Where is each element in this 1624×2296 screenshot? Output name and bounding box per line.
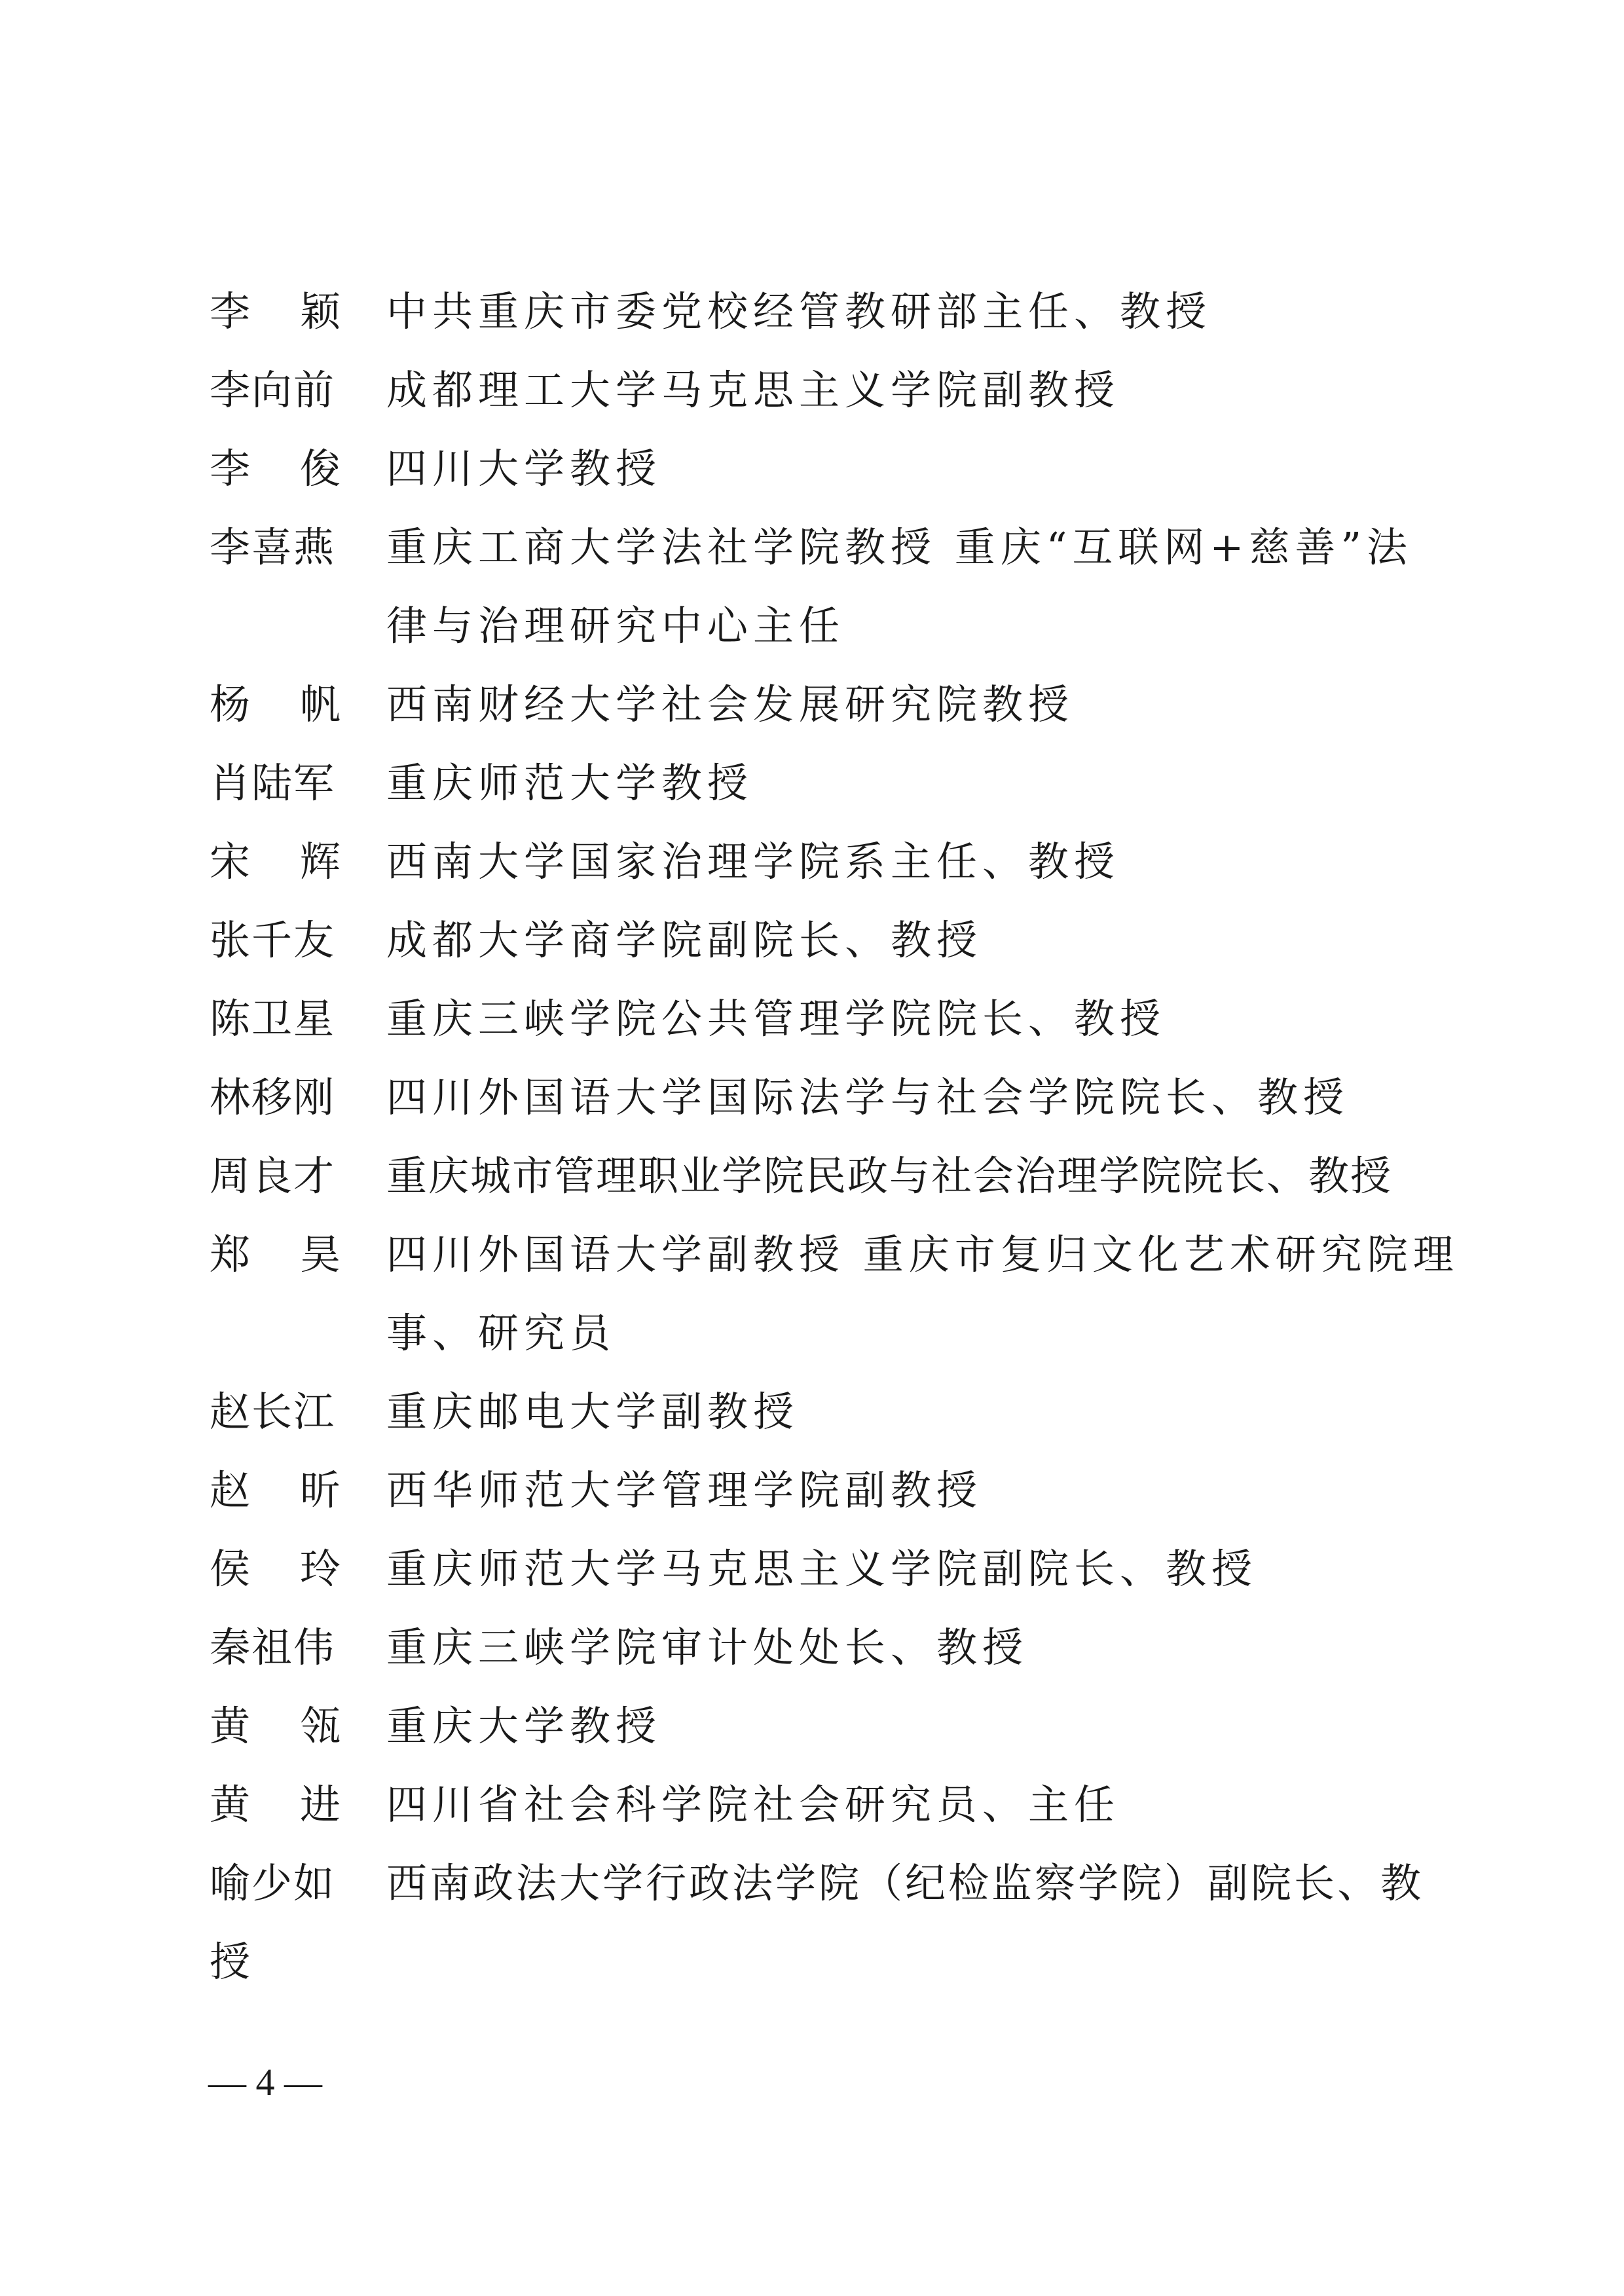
entry-name: 喻少如 xyxy=(210,1859,336,1907)
entry-name: 黄 瓴 xyxy=(210,1702,341,1750)
entry-description-line1: 重庆工商大学法社学院教授 重庆“互联网+慈善”法 xyxy=(386,523,1413,571)
entry-description: 西南政法大学行政法学院（纪检监察学院）副院长、教 xyxy=(386,1859,1424,1907)
entry-description: 重庆师范大学马克思主义学院副院长、教授 xyxy=(386,1545,1258,1593)
entry-description-line2: 律与治理研究中心主任 xyxy=(386,602,845,650)
page-number: — 4 — xyxy=(208,2061,322,2103)
entry-name: 赵 昕 xyxy=(210,1466,341,1514)
entry-description: 西南大学国家治理学院系主任、教授 xyxy=(386,838,1120,885)
entry-description: 重庆大学教授 xyxy=(386,1702,662,1750)
entry-description xyxy=(386,1215,1624,1357)
entry-name: 郑 昊 xyxy=(210,1231,341,1278)
entry-name: 李 颖 xyxy=(210,287,341,335)
entry-name: 肖陆军 xyxy=(210,759,336,807)
entry-description: 四川省社会科学院社会研究员、主任 xyxy=(386,1781,1120,1828)
entry-description: 重庆邮电大学副教授 xyxy=(386,1388,800,1435)
entry-name: 林移刚 xyxy=(210,1073,336,1121)
entry-name: 张千友 xyxy=(210,916,336,964)
entry-description-line2: 授 xyxy=(210,1938,256,1986)
entry-description xyxy=(386,508,1624,650)
entry-description-line2: 事、研究员 xyxy=(386,1309,616,1357)
entry-name: 李喜燕 xyxy=(210,523,336,571)
entry-name: 黄 进 xyxy=(210,1781,341,1828)
entry-name: 陈卫星 xyxy=(210,995,336,1043)
entry-description: 西华师范大学管理学院副教授 xyxy=(386,1466,983,1514)
entry-name: 李 俊 xyxy=(210,445,341,492)
entry-description-line1: 四川外国语大学副教授 重庆市复归文化艺术研究院理 xyxy=(386,1231,1459,1278)
entry-name: 杨 帆 xyxy=(210,680,341,728)
entry-description: 重庆城市管理职业学院民政与社会治理学院院长、教授 xyxy=(386,1152,1393,1200)
entry-name: 侯 玲 xyxy=(210,1545,341,1593)
entry-description: 重庆三峡学院公共管理学院院长、教授 xyxy=(386,995,1166,1043)
entry-name: 赵长江 xyxy=(210,1388,336,1435)
entry-name: 周良才 xyxy=(210,1152,336,1200)
entry-name: 宋 辉 xyxy=(210,838,341,885)
entry-description: 四川大学教授 xyxy=(386,445,662,492)
entry-description: 西南财经大学社会发展研究院教授 xyxy=(386,680,1075,728)
entry-name: 李向前 xyxy=(210,366,336,414)
entry-description: 重庆三峡学院审计处处长、教授 xyxy=(386,1623,1029,1671)
entry-description: 重庆师范大学教授 xyxy=(386,759,754,807)
entry-description: 中共重庆市委党校经管教研部主任、教授 xyxy=(386,287,1212,335)
entry-description: 四川外国语大学国际法学与社会学院院长、教授 xyxy=(386,1073,1350,1121)
entry-name: 秦祖伟 xyxy=(210,1623,336,1671)
entry-description: 成都大学商学院副院长、教授 xyxy=(386,916,983,964)
entry-description: 成都理工大学马克思主义学院副教授 xyxy=(386,366,1120,414)
